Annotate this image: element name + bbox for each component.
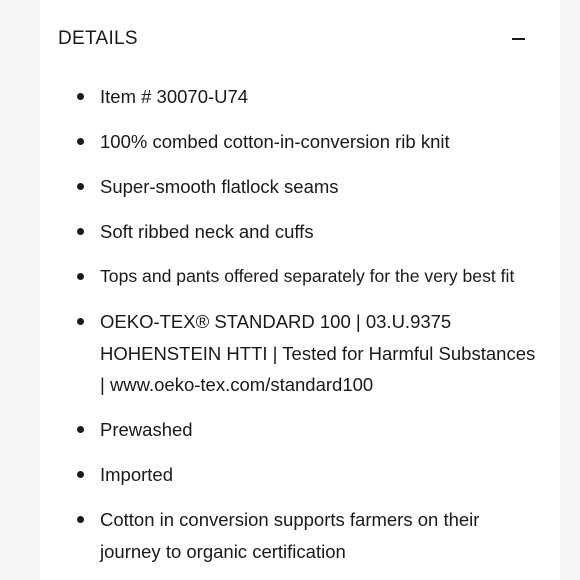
list-item-text: Tops and pants offered separately for the very best fit <box>100 266 515 286</box>
list-item <box>0 306 560 401</box>
list-item <box>0 459 560 491</box>
details-list <box>0 81 560 580</box>
bullet-icon <box>77 426 84 433</box>
bullet-icon <box>77 228 84 235</box>
bullet-icon <box>77 318 84 325</box>
list-item-text: Item # 30070-U74 <box>100 86 249 107</box>
list-item <box>0 414 560 446</box>
list-item <box>0 261 560 293</box>
list-item-text: Prewashed <box>100 419 193 440</box>
list-item-text: Super-smooth flatlock seams <box>100 176 339 197</box>
details-accordion-header[interactable] <box>58 24 530 54</box>
list-item <box>0 504 560 567</box>
bullet-icon <box>77 183 84 190</box>
list-item-text: Soft ribbed neck and cuffs <box>100 221 314 242</box>
details-title: DETAILS <box>58 28 138 49</box>
list-item <box>0 216 560 248</box>
list-item-text: Cotton in conversion supports farmers on their journey to organic certification <box>100 509 480 562</box>
list-item-text: Imported <box>100 464 174 485</box>
bullet-icon <box>77 138 84 145</box>
bullet-icon <box>77 273 84 280</box>
bullet-icon <box>77 516 84 523</box>
list-item <box>0 171 560 203</box>
bullet-icon <box>77 471 84 478</box>
list-item <box>0 126 560 158</box>
list-item-text: 100% combed cotton-in-conversion rib knit <box>100 131 450 152</box>
list-item <box>0 81 560 113</box>
collapse-minus-icon[interactable] <box>506 27 530 51</box>
bullet-icon <box>77 93 84 100</box>
list-item-text: OEKO-TEX® STANDARD 100 | 03.U.9375 HOHENSTEIN HTTI | Tested for Harmful Substances | www.oeko-tex.com/standard100 <box>100 311 536 395</box>
